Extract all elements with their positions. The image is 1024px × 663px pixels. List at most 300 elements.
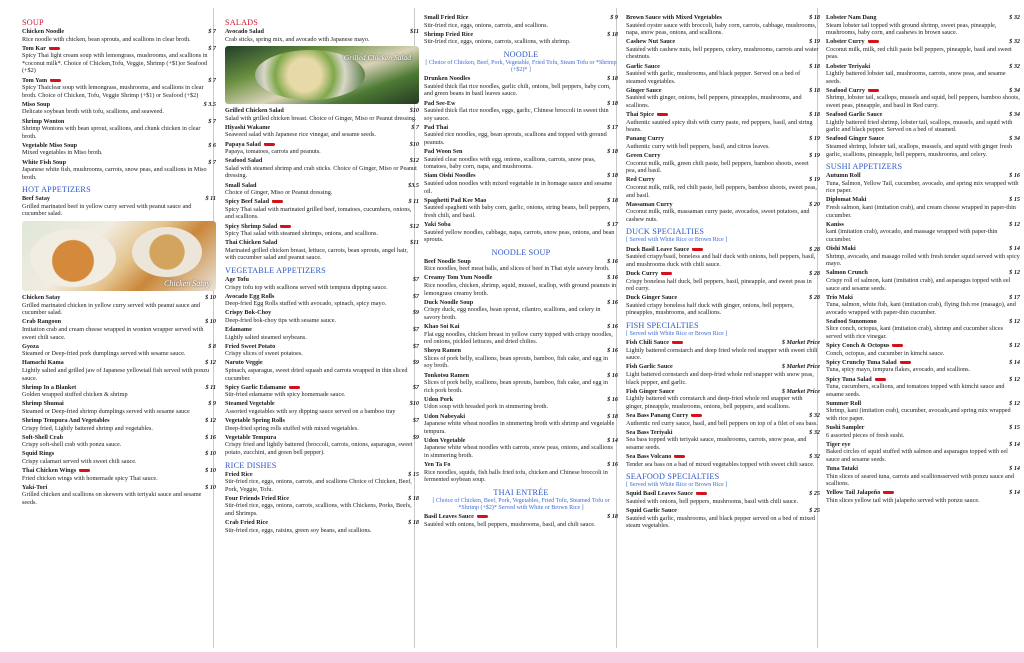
menu-item xyxy=(826,441,1020,464)
menu-item-name-wrap xyxy=(22,450,54,458)
menu-item-name: Crab Rangoon xyxy=(22,318,62,326)
menu-item-name-wrap xyxy=(626,176,655,184)
menu-item-header xyxy=(225,359,419,367)
menu-item-name: Udon Nabeyaki xyxy=(424,412,466,420)
menu-item-name: Chicken Satay xyxy=(22,294,61,302)
menu-item-price: $ 15 xyxy=(408,470,419,478)
menu-item xyxy=(424,299,618,322)
menu-item-name: Lobster Teriyaki xyxy=(826,62,871,70)
menu-item-description: Coconut milk, milk, red chili paste, bell peppers, bamboo shoots, sweet peas, and basil. xyxy=(626,183,817,199)
menu-item xyxy=(626,388,820,411)
menu-item-description: Spinach, asparagus, sweet dried squash and carrots wrapped in thin sliced cucumber. xyxy=(225,367,408,382)
menu-item xyxy=(826,111,1020,134)
menu-item-name: Ginger Sauce xyxy=(626,86,662,94)
menu-item-name-wrap xyxy=(225,239,277,247)
menu-item-header xyxy=(424,413,618,421)
menu-item-name: Steamed Vegetable xyxy=(225,400,275,408)
menu-item-header xyxy=(626,270,820,278)
menu-item-description: Stir-fried rice, eggs, onions, carrots, and scallions Choice of Chicken, Beef, Pork, Veggie, Tofu. xyxy=(225,478,412,493)
menu-item-name: Spicy Crunchy Tuna Salad xyxy=(826,358,897,366)
menu-item-price: $7 xyxy=(412,342,419,350)
menu-item-description: Spicy Thaiclear soup with lemongrass, mushrooms, and scallions in clear broth. Choice of Chicken, Tofu, Veggie Shrimp (+$1) or Seafood (+$2) xyxy=(22,84,204,99)
menu-item-description: Imitation crab and cream cheese wrapped in wonton wrapper served with sweet chili sauce. xyxy=(22,325,204,341)
menu-item-description: Rice noodle with chicken, bean sprouts, and scallions in clear broth. xyxy=(22,35,191,43)
menu-item-price: $3.5 xyxy=(408,181,419,189)
menu-item-description: Crispy calamari served with sweet chili sauce. xyxy=(22,457,137,465)
menu-item-price: $ 18 xyxy=(809,111,820,119)
chili-pepper-icon xyxy=(477,515,488,518)
menu-item-name-wrap xyxy=(225,107,284,115)
menu-item-description: Spicy Thai light cream soup with lemongrass, mushrooms, and scallions in *coconut milk*. Choice of Chicken,Tofu, Veggie, Shrimp (+$1)or Seafood (+$2) xyxy=(22,52,208,75)
menu-item xyxy=(225,293,419,308)
menu-item-header xyxy=(225,124,419,132)
menu-item-name: Avocado Egg Rolls xyxy=(225,292,275,300)
menu-item-name-wrap xyxy=(626,111,668,119)
menu-item-name-wrap xyxy=(424,323,459,331)
menu-item-price: $ 14 xyxy=(1009,245,1020,253)
menu-item xyxy=(225,239,419,262)
menu-item-description: Light battered cornstarch and deep-fried whole red snapper with snow peas, black pepper, and garlic. xyxy=(626,371,814,386)
menu-item-name-wrap xyxy=(626,135,664,143)
menu-item-name: Siam Oishi Noodles xyxy=(424,172,476,180)
menu-item-name-wrap xyxy=(626,270,672,278)
menu-item-name: Green Curry xyxy=(626,152,661,160)
menu-item-name-wrap xyxy=(626,201,673,209)
section-note: [ Served with White Rice or Brown Rice ] xyxy=(626,330,728,337)
menu-item-description: Lightly battered with cornstarch and deep-fried whole red snapper with ginger, pineapple, mushrooms, onions, bell peppers, and scallions. xyxy=(626,395,803,410)
menu-item-description: Tuna, salmon, white fish, kani (imitation crab), flying fish roe (masago), and avocado wrapped with paper-thin cucumber. xyxy=(826,301,1016,316)
menu-item-name-wrap xyxy=(626,63,660,71)
menu-item-description: Lightly salted and grilled jaw of Japanese yellowtail fish served with ponzu sauce. xyxy=(22,366,210,382)
menu-item xyxy=(826,245,1020,268)
menu-item-name-wrap xyxy=(826,376,886,384)
menu-item-name: Basil Leaves Sauce xyxy=(424,513,474,521)
menu-item-header xyxy=(826,172,1020,180)
menu-item-header xyxy=(225,182,419,190)
menu-item-header xyxy=(424,347,618,355)
menu-item xyxy=(826,400,1020,423)
menu-item-name: Hiyashi Wakame xyxy=(225,123,271,131)
menu-item-name: Udon Vegetable xyxy=(424,436,466,444)
menu-item-price: $ 12 xyxy=(1009,399,1020,407)
menu-item-header xyxy=(225,434,419,442)
menu-item xyxy=(826,342,1020,357)
menu-item-price: $ 6 xyxy=(208,141,216,149)
menu-item xyxy=(22,77,216,100)
menu-item-description: Sautéed crispy/basil, boneless and half duck with onions, bell peppers, basil, and mushrooms duck with chili sauce. xyxy=(626,253,816,268)
chili-pepper-icon xyxy=(289,386,300,389)
menu-item xyxy=(424,172,618,195)
menu-item-header xyxy=(225,384,419,392)
chili-pepper-icon xyxy=(657,113,668,116)
section-title: SUSHI APPETIZERS xyxy=(826,162,903,172)
chili-pepper-icon xyxy=(892,344,903,347)
menu-item-description: Tuna, Salmon, Yellow Tail, cucumber, avocado, and spring mix wrapped with rice paper. xyxy=(826,179,1019,195)
menu-item-header xyxy=(826,465,1020,473)
menu-column-2 xyxy=(225,14,419,536)
chili-pepper-icon xyxy=(79,469,90,472)
menu-item-name-wrap xyxy=(826,135,884,143)
menu-item-name-wrap xyxy=(225,519,268,527)
menu-item-description: Slices of pork belly, scallions, bean sprouts, bamboo, fish cake, and egg in soy broth. xyxy=(424,354,608,370)
menu-item-name: Pad See-Ew xyxy=(424,99,456,107)
menu-item-name: Duck Curry xyxy=(626,269,659,277)
menu-item-name-wrap xyxy=(826,424,864,432)
menu-item xyxy=(626,270,820,293)
menu-item-name-wrap xyxy=(626,152,660,160)
menu-item-price: $ 25 xyxy=(809,507,820,515)
menu-item xyxy=(424,75,618,98)
menu-item-name-wrap xyxy=(826,87,879,95)
menu-item-name-wrap xyxy=(826,318,877,326)
menu-item-header xyxy=(626,507,820,515)
menu-item-header xyxy=(225,471,419,479)
menu-item-price: $ 9 xyxy=(208,400,216,408)
menu-item-description: Japanese white wheat noodles with carrots, snow peas, onions, and scallions in simmering broth. xyxy=(424,444,613,459)
menu-item-header xyxy=(22,118,216,126)
menu-item-name: Seafood Salad xyxy=(225,157,263,165)
menu-item-header xyxy=(826,269,1020,277)
menu-item-price: $ 19 xyxy=(809,38,820,46)
menu-item-description: Shrimp Wontons with bean sprout, scallions, and chunk chicken in clear broth. xyxy=(22,125,201,140)
menu-item-name: Diplomat Maki xyxy=(826,196,867,204)
menu-item-description: Sea bass topped with teriyaki sauce, mushrooms, carrots, snow peas, and sesame seeds. xyxy=(626,436,807,451)
menu-item-price: $ 10 xyxy=(205,318,216,326)
menu-item-header xyxy=(626,490,820,498)
menu-item xyxy=(22,484,216,507)
menu-item-header xyxy=(826,294,1020,302)
menu-item-description: Authentic red curry sauce, basil, and bell peppers on top of a filet of sea bass. xyxy=(626,419,818,427)
menu-item-header xyxy=(424,14,618,22)
menu-item-name: Fish Chili Sauce xyxy=(626,339,669,347)
menu-item-name: Tuna Tataki xyxy=(826,465,858,473)
menu-item-price: $ 18 xyxy=(607,513,618,521)
menu-item-name: Seafood Sunomono xyxy=(826,317,877,325)
menu-item-price: $ 15 xyxy=(1009,424,1020,432)
menu-item-price: $ 16 xyxy=(607,257,618,265)
menu-item xyxy=(826,465,1020,488)
menu-item xyxy=(626,429,820,452)
menu-item-name-wrap xyxy=(22,434,63,442)
menu-item-name-wrap xyxy=(626,363,673,371)
menu-item-name: Shrimp In a Blanket xyxy=(22,383,77,391)
menu-item-description: Lightly battered fried shrimp, lobster tail, scallops, mussels, and squid with garlic and black pepper. Served on a bed of steamed. xyxy=(826,118,1013,134)
chili-pepper-icon xyxy=(868,40,879,43)
menu-item-price: $ 11 xyxy=(205,195,216,203)
menu-item-name-wrap xyxy=(424,461,450,469)
menu-item-header xyxy=(626,135,820,143)
menu-item-header xyxy=(626,87,820,95)
menu-item-header xyxy=(826,424,1020,432)
chili-pepper-icon xyxy=(280,225,291,228)
menu-item-name-wrap xyxy=(22,45,60,53)
menu-item xyxy=(22,101,216,116)
menu-item xyxy=(22,400,216,415)
menu-item-name-wrap xyxy=(826,489,894,497)
menu-item xyxy=(626,339,820,362)
section-title: SEAFOOD SPECIALTIES xyxy=(626,472,720,482)
menu-item-price: $ 34 xyxy=(1009,111,1020,119)
menu-item xyxy=(22,434,216,449)
plate-left xyxy=(30,229,116,287)
menu-item-price: $ 16 xyxy=(607,461,618,469)
menu-item-description: Japanese white wheat noodles in simmering broth with shrimp and vegetable tempura. xyxy=(424,420,615,435)
menu-item-name-wrap xyxy=(826,294,853,302)
menu-item-name-wrap xyxy=(22,484,47,492)
menu-item-description: Crispy roll of salmon, kani (imitation crab), and asparagus topped with eel sauce and sesame seeds. xyxy=(826,276,1011,292)
menu-item-price: $ 18 xyxy=(607,30,618,38)
menu-item-header xyxy=(826,489,1020,497)
menu-item-header xyxy=(424,100,618,108)
menu-item-price: $12 xyxy=(409,222,419,230)
menu-item-price: $9 xyxy=(412,433,419,441)
section-title: THAI ENTRÉE xyxy=(493,487,549,497)
menu-item-description: Sautéed oyster sauce with broccoli, baby corn, carrots, cabbage, mushrooms, napa, snow peas, onions, and scallions. xyxy=(626,21,817,37)
menu-item-name: Khao Soi Kai xyxy=(424,323,460,330)
menu-item-header xyxy=(626,14,820,22)
menu-item-name: Lobster Curry xyxy=(826,38,865,46)
menu-item-price: $ Market Price xyxy=(781,363,820,371)
menu-item-name-wrap xyxy=(22,195,50,203)
menu-item-description: Sautéed thick flat rice noodles, garlic chili, onions, bell peppers, baby corn, and green beans in basil leaves sauce. xyxy=(424,82,611,98)
menu-item-price: $ 32 xyxy=(1009,14,1020,21)
menu-item-price: $ 19 xyxy=(809,176,820,184)
menu-item-description: Choice of Ginger, Miso or Peanut dressing. xyxy=(225,189,333,197)
chili-pepper-icon xyxy=(868,89,879,92)
menu-item-header xyxy=(424,461,618,469)
menu-item-price: $ 7 xyxy=(208,117,216,125)
menu-item-name: Shrimp Fried Rice xyxy=(424,30,474,38)
menu-item-price: $ 12 xyxy=(205,416,216,424)
menu-item-description: Marinated grilled chicken breast, lettuce, carrots, bean sprouts, angel hair, with cucumber salad and peanut sauce. xyxy=(225,246,408,262)
menu-item-price: $ 32 xyxy=(1009,38,1020,46)
menu-item-name: Vegetable Spring Rolls xyxy=(225,417,285,425)
chili-pepper-icon xyxy=(50,79,61,82)
menu-item xyxy=(22,28,216,43)
menu-item-header xyxy=(826,221,1020,229)
section-title: FISH SPECIALTIES xyxy=(626,320,699,330)
menu-item-description: Coconut milk, milk, green chili paste, bell peppers, bamboo shoots, sweet pea, and basil. xyxy=(626,159,809,175)
menu-item-header xyxy=(22,142,216,150)
menu-item-header xyxy=(225,293,419,301)
menu-item-name: Seafood Curry xyxy=(826,86,866,94)
menu-item-name: Fish Ginger Sauce xyxy=(626,387,675,395)
menu-item-header xyxy=(826,87,1020,95)
menu-item-price: $10 xyxy=(409,107,419,115)
menu-item-price: $ 11 xyxy=(205,383,216,391)
menu-item xyxy=(225,384,419,399)
menu-item-price: $ 14 xyxy=(1009,465,1020,473)
menu-item-description: Grilled marinated chicken in yellow curry served with peanut sauce and cucumber salad. xyxy=(22,301,200,317)
menu-item-name: Beef Satay xyxy=(22,195,51,203)
menu-item-name: Tonkotsu Ramen xyxy=(424,371,469,379)
menu-item-header xyxy=(424,299,618,307)
menu-item xyxy=(225,326,419,341)
menu-item-name: Lobster Nam Dang xyxy=(826,14,877,21)
menu-item-header xyxy=(424,148,618,156)
photo-caption: Grilled Chicken Salad xyxy=(343,53,411,63)
menu-item-name: Sea Bass Panang Curry xyxy=(626,412,689,420)
menu-item-name-wrap xyxy=(22,28,64,36)
menu-item-name: Spicy Conch & Octopus xyxy=(826,342,890,350)
menu-item-description: Crispy tofu top with scallions served with tempura dipping sauce. xyxy=(225,283,388,291)
chili-pepper-icon xyxy=(883,491,894,494)
menu-item xyxy=(225,417,419,432)
menu-item-name: Sea Bass Teriyaki xyxy=(626,428,673,436)
menu-item-name: Summer Roll xyxy=(826,399,862,407)
menu-item-description: Shrimp, kani (imitation crab), cucumber, avocado,and spring mix wrapped with rice paper. xyxy=(826,407,1011,422)
menu-item-price: $ 28 xyxy=(809,245,820,253)
menu-item-header xyxy=(626,429,820,437)
menu-item-name-wrap xyxy=(424,75,470,83)
menu-item-description: Japanese white fish, mushrooms, carrots, snow peas, and scallions in Miso broth. xyxy=(22,166,207,181)
menu-item xyxy=(826,359,1020,374)
menu-item-header xyxy=(225,417,419,425)
menu-item-price: $ 28 xyxy=(809,269,820,277)
menu-item-description: Crispy duck, egg noodles, bean sprout, cilantro, scallions, and celery in savory broth. xyxy=(424,306,601,321)
menu-item-name: White Fish Soup xyxy=(22,158,67,166)
menu-item xyxy=(225,519,419,534)
menu-item-price: $ Market Price xyxy=(781,387,820,395)
menu-item-description: Crispy fried, Lightly battered shrimp and vegetables. xyxy=(22,424,153,432)
menu-item xyxy=(225,400,419,415)
menu-item-name-wrap xyxy=(626,38,675,46)
menu-item-name-wrap xyxy=(22,400,64,408)
menu-item-price: $ 32 xyxy=(809,453,820,460)
menu-item-price: $ 16 xyxy=(607,371,618,379)
menu-item-name-wrap xyxy=(424,197,486,205)
menu-item xyxy=(826,14,1020,37)
menu-item-name: Spicy Garlic Edamame xyxy=(225,383,287,391)
menu-item xyxy=(424,347,618,370)
menu-item xyxy=(22,142,216,157)
menu-item-price: $ 34 xyxy=(1009,86,1020,94)
menu-item-description: Stir-fried edamame with spicy homemade sauce. xyxy=(225,391,346,399)
section-title: DUCK SPECIALTIES xyxy=(626,227,705,237)
section-title: NOODLE SOUP xyxy=(491,247,551,257)
chili-pepper-icon xyxy=(272,200,283,203)
menu-item-name-wrap xyxy=(626,490,707,498)
menu-item-description: Conch, octopus, and cucumber in kimchi sauce. xyxy=(826,349,945,357)
menu-item-name-wrap xyxy=(626,429,672,437)
menu-item-name: Sea Bass Volcano xyxy=(626,453,672,460)
menu-item-header xyxy=(826,400,1020,408)
menu-item-price: $ 12 xyxy=(1009,317,1020,325)
menu-item-description: Sautéed with garlic, mushrooms, and black pepper served on a bed of mixed steam vegetables. xyxy=(626,514,816,530)
menu-item-price: $ 18 xyxy=(607,99,618,107)
menu-item xyxy=(424,148,618,171)
menu-item-description: Crispy slices of sweet potatoes. xyxy=(225,350,303,358)
menu-item-price: $ 19 xyxy=(809,152,820,160)
section-note: [ Choice of Chicken, Beef, Pork, Vegetable, Fried Tofu, Steam Tofu or *Shrimp (+$2)* ] xyxy=(425,59,617,74)
menu-item-name: Vegetable Miso Soup xyxy=(22,141,78,149)
chili-pepper-icon xyxy=(691,414,702,417)
menu-item-name-wrap xyxy=(826,465,858,473)
menu-item-name-wrap xyxy=(424,413,465,421)
menu-item-header xyxy=(826,14,1020,22)
menu-item-name-wrap xyxy=(626,507,677,515)
menu-item-header xyxy=(424,437,618,445)
menu-item-header xyxy=(626,63,820,71)
menu-item-header xyxy=(424,323,618,331)
menu-item-name: Udon Pork xyxy=(424,395,454,403)
menu-item-name: Yellow Tail Jalapeño xyxy=(826,489,881,497)
menu-item-description: Fresh salmon, kani (imitation crab), and cream cheese wrapped in paper-thin cucumber. xyxy=(826,204,1016,219)
menu-item-name-wrap xyxy=(424,31,473,39)
menu-column-1 xyxy=(22,14,216,508)
menu-column-5 xyxy=(826,14,1020,506)
menu-item-price: $ 18 xyxy=(607,196,618,204)
menu-item-name-wrap xyxy=(626,14,722,22)
menu-item-name-wrap xyxy=(22,359,64,367)
menu-item-name: Massaman Curry xyxy=(626,200,673,208)
menu-item-header xyxy=(626,111,820,119)
menu-item-name: Papaya Salad xyxy=(225,140,261,148)
menu-item xyxy=(826,63,1020,86)
menu-item xyxy=(225,343,419,358)
menu-item-name: Sushi Sampler xyxy=(826,424,865,432)
chili-pepper-icon xyxy=(674,455,685,458)
menu-item-name-wrap xyxy=(424,148,462,156)
menu-item-description: Papaya, tomatoes, carrots and peanuts. xyxy=(225,148,321,156)
menu-item-price: $9 xyxy=(412,309,419,317)
menu-item xyxy=(826,294,1020,317)
menu-item xyxy=(225,28,419,43)
menu-item-name-wrap xyxy=(424,124,448,132)
menu-item-description: Rice noodles, beef meat balls, and slices of beef in Thai style savory broth. xyxy=(424,265,610,273)
menu-item-header xyxy=(626,176,820,184)
menu-item-description: Thin slices yellow tail with jalapeño served with ponzu sauce. xyxy=(826,496,980,504)
menu-item xyxy=(626,111,820,134)
menu-item-name-wrap xyxy=(225,293,274,301)
menu-item-name-wrap xyxy=(626,453,685,461)
menu-item-price: $ 18 xyxy=(408,494,419,502)
menu-item-description: Tuna, cucumbers, scallions, and tomatoes topped with kimchi sauce and sesame seeds. xyxy=(826,383,1005,398)
menu-item-header xyxy=(22,159,216,167)
menu-item-price: $ 12 xyxy=(1009,375,1020,383)
menu-item-header xyxy=(225,198,419,206)
menu-item-name-wrap xyxy=(626,246,703,254)
bottom-border xyxy=(0,652,1024,663)
food-photo xyxy=(22,221,216,291)
menu-item xyxy=(826,269,1020,292)
section-title: HOT APPETIZERS xyxy=(22,185,91,195)
menu-item-description: Thin slices of seared tuna, carrots and scallionsserved with ponzu sauce and scallions. xyxy=(826,472,1014,488)
menu-item-price: $7 xyxy=(412,275,419,283)
menu-item-description: Mixed vegetables in Miso broth. xyxy=(22,149,103,157)
menu-item-name-wrap xyxy=(225,495,289,503)
menu-item-name: Small Fried Rice xyxy=(424,14,469,21)
menu-item-description: Authentic curry with bell peppers, basil, and citrus leaves. xyxy=(626,143,770,150)
menu-item-header xyxy=(826,441,1020,449)
chili-pepper-icon xyxy=(264,143,275,146)
menu-item-name: Edamame xyxy=(225,326,252,334)
menu-item xyxy=(626,412,820,427)
menu-item-price: $ 18 xyxy=(809,14,820,21)
menu-item xyxy=(424,323,618,346)
menu-item-name-wrap xyxy=(22,343,39,351)
menu-item-name-wrap xyxy=(22,384,76,392)
menu-item-name-wrap xyxy=(826,63,870,71)
menu-item-name-wrap xyxy=(424,513,488,521)
menu-item-description: Sautéed crispy boneless half duck with ginger, onions, bell peppers, pineapples, mushrooms, and scallions. xyxy=(626,301,794,317)
menu-item xyxy=(424,372,618,395)
menu-item-name: Crab Fried Rice xyxy=(225,519,268,527)
menu-item-price: $10 xyxy=(409,140,419,148)
menu-item-price: $ 18 xyxy=(607,75,618,83)
menu-item-price: $ 28 xyxy=(809,294,820,302)
section-note: [ Choice of Chicken, Beef, Pork, Vegetables, Fried Tofu, Steamed Tofu or *Shrimp (+$2)* Served with White or Brown Rice ] xyxy=(432,497,610,512)
